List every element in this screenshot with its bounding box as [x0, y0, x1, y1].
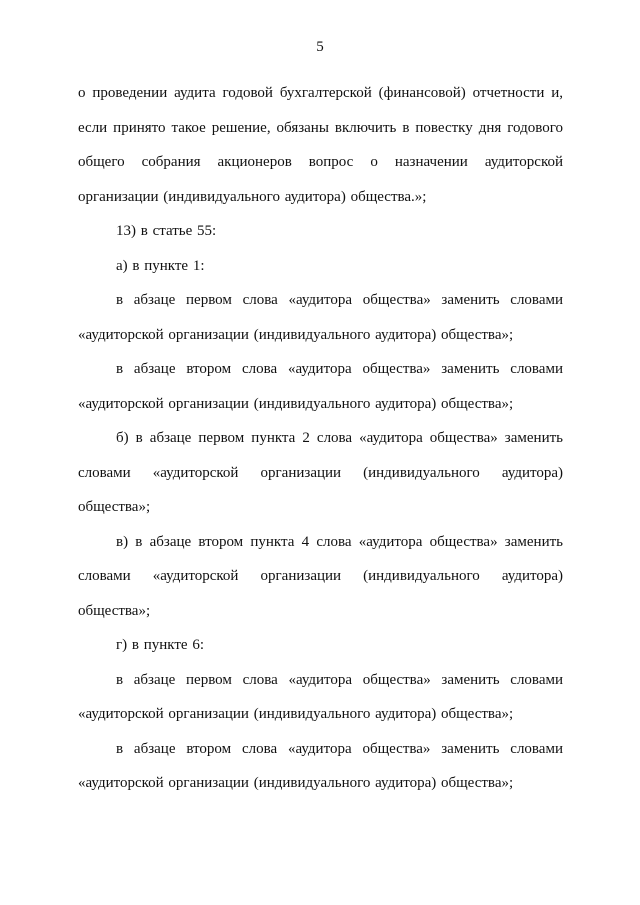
paragraph-subitem-b: б) в абзаце первом пункта 2 слова «аудитора общества» заменить словами «аудиторской организации (индивидуального аудитора) общества»; [78, 430, 563, 515]
paragraph-continuation: о проведении аудита годовой бухгалтерской (финансовой) отчетности и, если принято такое решение, обязаны включить в повестку дня годового общего собрания акционеров вопрос о назначении аудиторской организации (индивидуального аудитора) общества.»; [78, 85, 563, 205]
paragraph-g-first-abzac: в абзаце первом слова «аудитора общества» заменить словами «аудиторской организации (индивидуального аудитора) общества»; [78, 671, 563, 722]
document-body [78, 76, 563, 801]
paragraph-a-second-abzac: в абзаце втором слова «аудитора общества» заменить словами «аудиторской организации (индивидуального аудитора) общества»; [78, 361, 563, 412]
paragraph-item-13: 13) в статье 55: [116, 223, 217, 239]
page-number: 5 [316, 39, 324, 55]
paragraph-a-first-abzac: в абзаце первом слова «аудитора общества» заменить словами «аудиторской организации (индивидуального аудитора) общества»; [78, 292, 563, 343]
paragraph-g-second-abzac: в абзаце втором слова «аудитора общества» заменить словами «аудиторской организации (индивидуального аудитора) общества»; [78, 740, 563, 791]
paragraph-subitem-v: в) в абзаце втором пункта 4 слова «аудитора общества» заменить словами «аудиторской организации (индивидуального аудитора) общества»; [78, 533, 563, 619]
paragraph-subitem-g: г) в пункте 6: [116, 637, 205, 653]
paragraph-subitem-a: а) в пункте 1: [116, 257, 205, 274]
